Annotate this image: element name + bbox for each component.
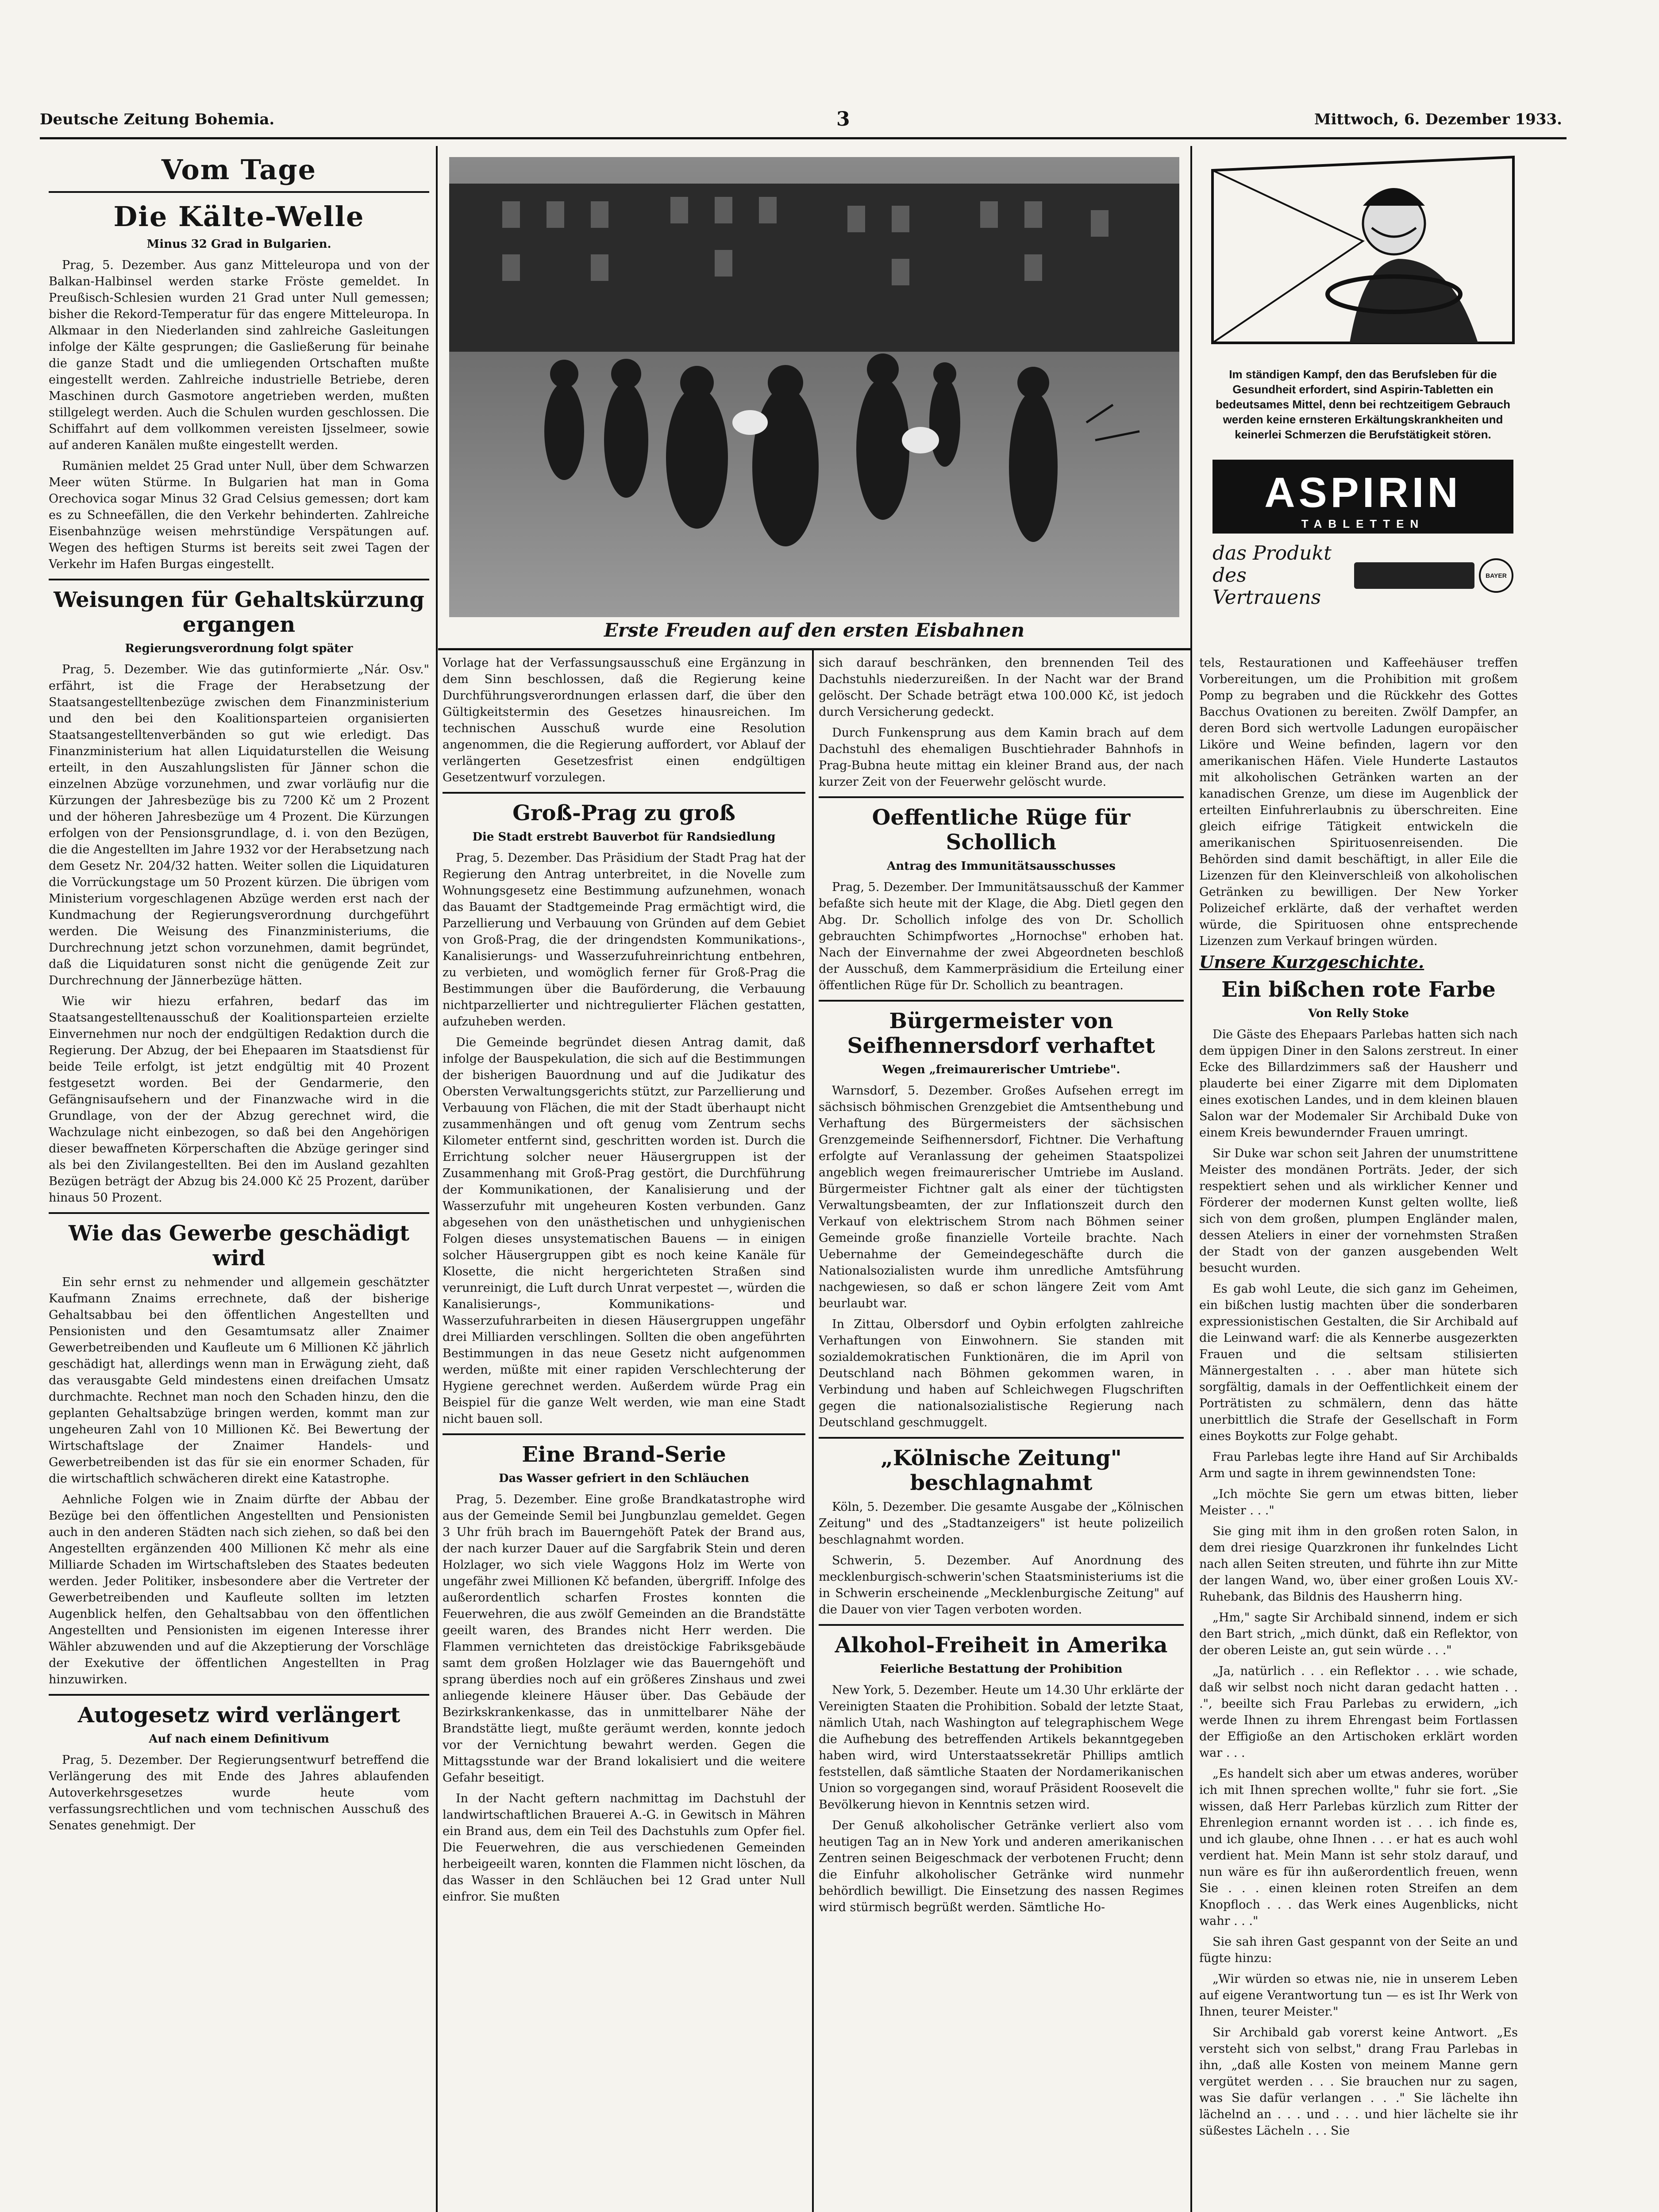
divider [49, 191, 429, 193]
aspirin-logo [1212, 460, 1513, 534]
driver-illustration [1204, 153, 1522, 356]
article-paragraph: Prag, 5. Dezember. Der Regierungsentwurf betreffend die Verlängerung des mit Ende des Jahres ablaufenden Autoverkehrsgesetzes wurde heute vom verfassungsrechtlichen und vom technischen Ausschuß des Senates genehmigt. Der [49, 1753, 429, 1832]
article-title: Groß-Prag zu groß [512, 801, 735, 826]
article-subtitle: Die Stadt erstrebt Bauverbot für Randsiedlung [472, 830, 776, 844]
divider [819, 1624, 1184, 1626]
article-paragraph: Prag, 5. Dezember. Aus ganz Mitteleuropa und von der Balkan-Halbinsel werden starke Fröste gemeldet. In Preußisch-Schlesien wurden 21 Grad unter Null gemessen; bisher die Rekord-Temperatur für das engere Mitteleuropa. In Alkmaar in den Niederlanden sind zahlreiche Gasleitungen infolge der Kälte gesprungen; die Gasließerung für beinahe die ganze Stadt und die umliegenden Ortschaften mußte eingestellt werden. Zahlreiche industrielle Betriebe, deren Maschinen durch Gasmotore angetrieben werden, mußten stillgelegt werden. Auch die Schulen wurden geschlossen. Die Schiffahrt auf dem vollkommen vereisten Ijsselmeer, sowie auf anderen Kanälen mußte eingestellt werden. [49, 258, 429, 452]
column-1 [49, 146, 429, 2212]
article-paragraph: sich darauf beschränken, den brennenden Teil des Dachstuhls niederzureißen. In der Nacht war der Brand gelöscht. Der Schade beträgt etwa 100.000 Kč, ist jedoch durch Versicherung gedeckt. [819, 656, 1184, 719]
divider [49, 1694, 429, 1696]
article-paragraph: New York, 5. Dezember. Heute um 14.30 Uhr erklärte der Vereinigten Staaten die Prohibition. Sobald der letzte Staat, nämlich Utah, nach Washington auf telegraphischem Wege die Aufhebung des betreffenden Artikels bekanntgegeben haben wird, wird Unterstaatssekretär Phillips amtlich feststellen, daß sämtliche Staaten der Nordamerikanischen Union so vorgegangen sind, worauf Präsident Roosevelt die Bevölkerung hievon in Kenntnis setzen wird. [819, 1683, 1184, 1812]
column-4 [1199, 655, 1518, 2212]
article-title: Alkohol-Freiheit in Amerika [835, 1633, 1168, 1658]
aspirin-sub: TABLETTEN [1301, 517, 1425, 530]
story-author: Von Relly Stoke [1308, 1007, 1409, 1020]
column-rule [436, 146, 438, 2212]
divider [819, 1000, 1184, 1002]
photo-caption: Erste Freuden auf den ersten Eisbahnen [449, 617, 1179, 644]
newspaper-name: Deutsche Zeitung Bohemia. [40, 111, 275, 128]
article-paragraph: Aehnliche Folgen wie in Znaim dürfte der Abbau der Bezüge bei den öffentlichen Angestellten und Pensionisten auch in den anderen Städten nach sich ziehen, so daß bei den Angestellten ergänzenden 400 Millionen Kč mehr als eine Milliarde Schaden im Wirtschaftsleben des Staates bedeuten werden. Jeder Politiker, insbesondere aber die Vertreter der Gewerbetreibenden und Kaufleute sollten im letzten Augenblick helfen, den Gehaltsabbau von den öffentlichen Angestellten und Pensionisten im eigenen Interesse ihrer Wähler abzuwenden und auf die Akzeptierung der Vorschläge der Exekutive der öffentlichen Angestellten in Prag hinzuwirken. [49, 1493, 429, 1686]
article-subtitle: Feierliche Bestattung der Prohibition [880, 1663, 1123, 1676]
article-paragraph: In der Nacht geftern nachmittag im Dachstuhl der landwirtschaftlichen Brauerei A.-G. in Gewitsch in Mähren ein Brand aus, dem ein Teil des Dachstuhls zum Opfer fiel. Die Feuerwehren, die aus verschiedenen Gemeinden herbeigeeilt waren, konnten die Flammen nicht löschen, da das Wasser in den Schläuchen bei 12 Grad unter Null einfror. Sie mußten [443, 1792, 805, 1904]
divider [819, 1437, 1184, 1439]
article-title: Autogesetz wird verlängert [77, 1703, 400, 1728]
ice-rink-photo [449, 157, 1179, 641]
page-header [40, 108, 1562, 135]
photo-rule [438, 648, 1190, 650]
article-paragraph: In Zittau, Olbersdorf und Oybin erfolgten zahlreiche Verhaftungen von Einwohnern. Sie standen mit sozialdemokratischen Funktionären, die im April von Deutschland nach Böhmen gekommen waren, in Verbindung und haben auf Schleichwegen Flugschriften gegen die nationalsozialistische Regierung nach Deutschland geschmuggelt. [819, 1317, 1184, 1429]
section-head: Vom Tage [161, 154, 317, 186]
story-paragraph: „Wir würden so etwas nie, nie in unserem Leben auf eigene Verantwortung tun — es ist Ihr Werk von Ihnen, teurer Meister." [1199, 1972, 1518, 2019]
photo-image [449, 157, 1179, 617]
article-subtitle: Regierungsverordnung folgt später [125, 642, 353, 655]
article-subtitle: Auf nach einem Definitivum [149, 1732, 329, 1746]
article-paragraph: Rumänien meldet 25 Grad unter Null, über dem Schwarzen Meer wüten Stürme. In Bulgarien hat man in Goma Orechovica sogar Minus 32 Grad Celsius gemessen; dort kam es zu Schneefällen, die den Verkehr behinderten. Zahlreiche Eisenbahnzüge weisen mehrstündige Verspätungen auf. Wegen des heftigen Sturms ist bereits seit zwei Tagen der Verkehr im Hafen Burgas eingestellt. [49, 459, 429, 571]
page-number: 3 [836, 108, 850, 131]
ad-copy: Im ständigen Kampf, den das Berufsleben für die Gesundheit erfordert, sind Aspirin-Tabletten ein bedeutsames Mittel, denn bei rechtzeitigem Gebrauch werden keine ernsteren Erkältungskrankheiten und keinerlei Schmerzen die Berufstätigkeit stören. [1215, 368, 1511, 441]
article-title: Eine Brand-Serie [522, 1442, 726, 1467]
aspirin-package [1354, 562, 1474, 589]
article-paragraph: Köln, 5. Dezember. Die gesamte Ausgabe der „Kölnischen Zeitung" und des „Stadtanzeigers" ist heute polizeilich beschlagnahmt worden. [819, 1500, 1184, 1547]
article-paragraph: tels, Restaurationen und Kaffeehäuser treffen Vorbereitungen, um die Prohibition mit großem Pomp zu begraben und die Rückkehr des Gottes Bacchus Ovationen zu bereiten. Zwölf Dampfer, an deren Bord sich wertvolle Ladungen europäischer Liköre und Weine befinden, lagern vor den amerikanischen Häfen. Viele Hunderte Lastautos mit alkoholischen Getränken warten an der kanadischen Grenze, um diese im Augenblick der erteilten Einfuhrerlaubnis zu überschreiten. Eine gleich eifrige Tätigkeit entwickeln die amerikanischen Spirituosenreisenden. Die Behörden sind damit beschäftigt, in aller Eile die Lizenzen für den Kleinverschleiß von alkoholischen Getränken zu bewilligen. Der New Yorker Polizeichef erklärte, daß der verhaftet werden würde, die Spirituosen ohne entsprechende Lizenzen zum Verkauf bringen würden. [1199, 656, 1518, 948]
divider [49, 1212, 429, 1214]
aspirin-brand: ASPIRIN [1264, 469, 1462, 516]
divider [49, 579, 429, 580]
issue-date: Mittwoch, 6. Dezember 1933. [1314, 111, 1562, 128]
article-paragraph: Ein sehr ernst zu nehmender und allgemein geschätzter Kaufmann Znaims errechnete, daß der bisherige Gehaltsabbau bei den öffentlichen Angestellten und Pensionisten und den Gesamtumsatz aller Znaimer Gewerbetreibenden und Kaufleute um 6 Millionen Kč jährlich geschädigt hat, allerdings wenn man in Erwägung zieht, daß das verausgabte Geld mindestens einen dreifachen Umsatz durchmachte. Rechnet man noch den Schaden hinzu, den die geplanten Gehaltsabzüge bringen werden, kommt man zur ungeheuren Zahl von 10 Millionen Kč. Bei Bewertung der Wirtschaftslage der Znaimer Handels- und Gewerbetreibenden ist das für sie ein enormer Schaden, für die wirtschaftlich schwächeren direkt eine Katastrophe. [49, 1275, 429, 1486]
column-3 [819, 655, 1184, 2212]
article-paragraph: Wie wir hiezu erfahren, bedarf das im Staatsangestelltenausschuß der Koalitionsparteien erzielte Einvernehmen nur noch der endgültigen Redaktion durch die Regierung. Der Abzug, der bei Ehepaaren im Staatsdienst für beide Teile erfolgt, ist jetzt endgültig mit 40 Prozent festgesetzt worden. Bei der Gendarmerie, den Gefängnisaufsehern und der Finanzwache wird in die Grundlage, von der der Abzug gerechnet wird, die Wachzulage nicht einbezogen, so daß bei den Angehörigen dieser bewaffneten Körperschaften die Abzüge geringer sind als bei den Zivilangestellten. Bei den im Ausland gezahlten Bezügen beträgt der Abzug bis 24.000 Kč 25 Prozent, darüber hinaus 50 Prozent. [49, 995, 429, 1205]
story-paragraph: Sie ging mit ihm in den großen roten Salon, in dem drei riesige Quarzkronen ihr funkelndes Licht nach allen Seiten streuten, und führte ihn zur Mitte der langen Wand, wo, über einer großen Louis XV.-Ruhebank, das Bildnis des Hausherrn hing. [1199, 1525, 1518, 1604]
story-title: Ein bißchen rote Farbe [1221, 977, 1496, 1002]
ad-footer [1212, 542, 1513, 609]
story-paragraph: „Ich möchte Sie gern um etwas bitten, lieber Meister . . ." [1199, 1487, 1518, 1517]
article-paragraph: Prag, 5. Dezember. Wie das gutinformierte „Nár. Osv." erfährt, ist die Frage der Herabsetzung der Staatsangestelltenbezüge zwischen dem Finanzministerium und den bei den Koalitionsparteien organisierten Staatsangestelltenverbänden so gut wie erledigt. Das Finanzministerium hat allen Liquidaturstellen die Weisung erteilt, in den Auszahlungslisten für Jänner schon die einzelnen Abzüge vorzunehmen, und zwar vorläufig nur die Kürzungen der Jahresbezüge bis zu 7200 Kč um 2 Prozent und der höheren Jahresbezüge um 4 Prozent. Die Kürzungen erfolgen von der Pensionsgrundlage, d. i. von den Bezügen, die die Angestellten im Jahre 1932 vor der Herabsetzung nach dem Gesetz Nr. 204/32 hatten. Weiter sollen die Liquidaturen die Vorrückungstage um 50 Prozent kürzen. Die übrigen vom Ministerium vorgeschlagenen Abzüge werden erst nach der Kundmachung der Regierungsverordnung durchgeführt werden. Die Weisung des Finanzministeriums, die Durchrechnung jetzt schon vorzunehmen, damit begründet, daß die Liquidaturen sonst nicht die genügende Zeit zur Durchrechnung der Jännerbezüge hätten. [49, 663, 429, 987]
article-title: Bürgermeister von Seifhennersdorf verhaftet [847, 1009, 1155, 1058]
divider [819, 796, 1184, 798]
story-paragraph: Es gab wohl Leute, die sich ganz im Geheimen, ein bißchen lustig machten über die sonderbaren expressionistischen Gestalten, die Sir Archibald auf die Leinwand warf: die als Kennerbe ausgezerkten Frauen und die seltsam stilisierten Männergestalten . . . aber man hütete sich sorgfältig, damals in der Oeffentlichkeit einem der Porträtisten zu schmälern, denn das hätte unerbittlich die Strafe der Gesellschaft in Form eines Boykotts zur Folge gehabt. [1199, 1282, 1518, 1443]
article-paragraph: Prag, 5. Dezember. Eine große Brandkatastrophe wird aus der Gemeinde Semil bei Jungbunzlau gemeldet. Gegen 3 Uhr früh brach im Bauerngehöft Patek der Brand aus, der nach kurzer Dauer auf die Sargfabrik Stein und deren Holzlager, wo sich viele Waggons Holz im Werte von ungefähr zwei Millionen Kč befanden, übergriff. Infolge des außerordentlich scharfen Frostes konnten die Feuerwehren, die aus zwölf Gemeinden an die Brandstätte geeilt waren, des Brandes nicht Herr werden. Die Flammen vernichteten das dreistöckige Fabriksgebäude samt dem großen Holzlager wie das Bauerngehöft und sprang überdies noch auf ein größeres Zinshaus und zwei anliegende kleinere Häuser über. Das Gebäude der Bezirkskrankenkasse, das in unmittelbarer Nähe der Brandstätte liegt, mußte geräumt werden, konnte jedoch vor der Vernichtung bewahrt werden. Gegen die Mittagsstunde war der Brand lokalisiert und die weitere Gefahr beseitigt. [443, 1493, 805, 1785]
article-title: Wie das Gewerbe geschädigt wird [68, 1221, 410, 1271]
ad-slogan: das Produkt des Vertrauens [1212, 542, 1332, 609]
story-paragraph: Die Gäste des Ehepaars Parlebas hatten sich nach dem üppigen Diner in den Salons zerstreut. In einer Ecke des Billardzimmers saß der Hausherr und plauderte bei einer Zigarre mit dem Diplomaten eines exotischen Landes, und in dem kleinen blauen Salon war der Modemaler Sir Archibald Duke von einem Kreis bewundernder Frauen umringt. [1199, 1028, 1518, 1140]
divider [443, 1433, 805, 1435]
story-paragraph: Sir Duke war schon seit Jahren der unumstrittene Meister des mondänen Porträts. Jeder, der sich respektiert sehen und als wirklicher Kenner und Förderer der modernen Kunst gelten wollte, ließ sich von dem großen, plumpen Engländer malen, dessen Ateliers in einer der vornehmsten Straßen der Stadt von der ganzen ausgebenden Welt besucht wurden. [1199, 1147, 1518, 1275]
article-title: Die Kälte-Welle [113, 200, 365, 233]
article-paragraph: Prag, 5. Dezember. Das Präsidium der Stadt Prag hat der Regierung den Antrag unterbreitet, in die Novelle zum Wohnungsgesetz eine Bestimmung aufzunehmen, wonach das Bauamt der Stadtgemeinde Prag ermächtigt wird, die Parzellierung und Verbauung von Gründen auf dem Gebiet von Groß-Prag, die der dringendsten Kommunikations-, Kanalisierungs- und Wasserzufuhreinrichtung entbehren, zu verbieten, und womöglich ferner für Groß-Prag die Bestimmungen über die Bauförderung, die Verbauung nichtparzellierter und nichtregulierter Flächen gestatten, aufzuheben werden. [443, 851, 805, 1029]
column-2 [443, 655, 805, 2212]
story-paragraph: Frau Parlebas legte ihre Hand auf Sir Archibalds Arm und sagte in ihrem gewinnendsten Tone: [1199, 1450, 1518, 1480]
story-paragraph: „Ja, natürlich . . . ein Reflektor . . . wie schade, daß wir selbst noch nicht daran gedacht hatten . . .", beeilte sich Frau Parlebas zu erwidern, „ich werde Ihnen zu ihrem Ehrengast beim Fortlassen der Effigioße an den Artischoken erklärt worden war . . . [1199, 1664, 1518, 1760]
aspirin-advertisement [1204, 153, 1522, 639]
article-title: Weisungen für Gehaltskürzung ergangen [54, 588, 424, 637]
article-subtitle: Minus 32 Grad in Bulgarien. [146, 238, 331, 251]
story-paragraph: „Es handelt sich aber um etwas anderes, worüber ich mit Ihnen sprechen wollte," fuhr sie fort. „Sie wissen, daß Herr Parlebas kürzlich zum Ritter der Ehrenlegion ernannt worden ist . . . ich finde es, und ich glaube, ohne Ihnen . . . er hat es auch wohl verdient hat. Mein Mann ist sehr stolz darauf, und nun wäre es für ihn außerordentlich freuen, wenn Sie . . . einen kleinen roten Streifen an dem Knopfloch . . . das Werk eines Augenblicks, nicht wahr . . ." [1199, 1767, 1518, 1928]
story-paragraph: „Hm," sagte Sir Archibald sinnend, indem er sich den Bart strich, „mich dünkt, daß ein Reflektor, von der oberen Leiste an, gut sein würde . . ." [1199, 1611, 1518, 1657]
story-paragraph: Sir Archibald gab vorerst keine Antwort. „Es versteht sich von selbst," drang Frau Parlebas in ihn, „daß alle Kosten von meinem Manne gern vergütet werden . . . Sie brauchen nur zu sagen, was Sie dafür verlangen . . ." Sie lächelte ihn lächelnd an . . . und . . . und hier lächelte sie ihr süßestes Lächeln . . . Sie [1199, 2026, 1518, 2138]
bayer-cross-icon: BAYER [1479, 558, 1513, 593]
article-paragraph: Durch Funkensprung aus dem Kamin brach auf dem Dachstuhl des ehemaligen Buschtiehrader Bahnhofs in Prag-Bubna heute mittag ein kleiner Brand aus, der nach kurzer Zeit von der Feuerwehr gelöscht wurde. [819, 726, 1184, 789]
article-title: „Kölnische Zeitung" beschlagnahmt [881, 1446, 1122, 1495]
article-paragraph: Vorlage hat der Verfassungsausschuß eine Ergänzung in dem Sinn beschlossen, daß die Regierung keine Durchführungsverordnungen erlassen darf, die über den Gültigkeitstermin des Gesetzes hinausreichen. Im technischen Ausschuß wurde eine Resolution angenommen, die die Regierung auffordert, vor Ablauf der verlängerten Gesetzesfrist einen endgültigen Gesetzentwurf vorzulegen. [443, 656, 805, 784]
article-subtitle: Wegen „freimaurerischer Umtriebe". [882, 1063, 1120, 1076]
column-rule [812, 650, 814, 2212]
article-paragraph: Warnsdorf, 5. Dezember. Großes Aufsehen erregt im sächsisch böhmischen Grenzgebiet die Amtsenthebung und Verhaftung des Bürgermeisters der sächsischen Grenzgemeinde Seifhennersdorf, Fichtner. Die Verhaftung erfolgte auf Veranlassung der geheimen Staatspolizei angeblich wegen freimaurerischer Umtriebe im Ausland. Bürgermeister Fichtner galt als einer der tüchtigsten Verwaltungsbeamten, der zur Inflationszeit durch den Verkauf von elektrischem Strom nach Böhmen seiner Gemeinde große finanzielle Vorteile brachte. Nach Uebernahme der Gemeindegeschäfte durch die Nationalsozialisten wurde ihm unredliche Amtsführung nachgewiesen, so daß er schon längere Zeit vom Amt beurlaubt war. [819, 1084, 1184, 1310]
article-title: Oeffentliche Rüge für Schollich [872, 805, 1131, 855]
header-rule [40, 137, 1567, 139]
section-label: Unsere Kurzgeschichte. [1199, 952, 1424, 972]
article-paragraph: Die Gemeinde begründet diesen Antrag damit, daß infolge der Bauspekulation, die sich auf die Bestimmungen der bisherigen Bauordnung und auf die Judikatur des Obersten Verwaltungsgerichts stützt, zur Parzellierung und Verbauung von Flächen, die mit der Stadt überhaupt nicht zusammenhängen und oft genug vom Zentrum sechs Kilometer entfernt sind, geschritten worden ist. Durch die Errichtung solcher neuer Häusergruppen ist der Zusammenhang mit Groß-Prag gestört, die Durchführung der Kommunikationen, der Kanalisierung und der Wasserzufuhr mit ungeheuren Kosten verbunden. Ganz abgesehen von den unästhetischen und unhygienischen Folgen dieses unsystematischen Bauens — in einigen solcher Häusergruppen gibt es noch keine Kanäle für Klosette, die nicht hergerichteten Straßen sind verunreinigt, die Luft durch Unrat verpestet —, würden die Kanalisierungs-, Kommunikations- und Wasserzufuhrarbeiten in diesen Häusergruppen ungefähr drei Milliarden verschlingen. Sollten die oben angeführten Bestimmungen in das neue Gesetz nicht aufgenommen werden, müßte mit einer rapiden Verschlechterung der Hygiene gerechnet werden. Außerdem würde Prag ein Beispiel für die ganze Welt werden, wie man eine Stadt nicht bauen soll. [443, 1036, 805, 1426]
article-subtitle: Das Wasser gefriert in den Schläuchen [498, 1472, 750, 1485]
article-subtitle: Antrag des Immunitätsausschusses [887, 860, 1116, 873]
story-paragraph: Sie sah ihren Gast gespannt von der Seite an und fügte hinzu: [1199, 1935, 1518, 1965]
column-rule [1190, 146, 1192, 2212]
article-paragraph: Schwerin, 5. Dezember. Auf Anordnung des mecklenburgisch-schwerin'schen Staatsministeriums ist die in Schwerin erscheinende „Mecklenburgische Zeitung" auf die Dauer von vier Tagen verboten worden. [819, 1554, 1184, 1617]
divider [443, 792, 805, 794]
article-paragraph: Der Genuß alkoholischer Getränke verliert also vom heutigen Tag an in New York und anderen amerikanischen Zentren seinen Beigeschmack der verbotenen Frucht; denn die Einfuhr alkoholischer Getränke wird nunmehr behördlich bewilligt. Die Einsetzung des nassen Regimes wird stürmisch begrüßt werden. Sämtliche Ho- [819, 1819, 1184, 1914]
article-paragraph: Prag, 5. Dezember. Der Immunitätsausschuß der Kammer befaßte sich heute mit der Klage, die Abg. Dietl gegen den Abg. Dr. Schollich infolge des von Dr. Schollich gebrauchten Schimpfwortes „Hornochse" erhoben hat. Nach der Einvernahme der zwei Abgeordneten beschloß der Ausschuß, dem Kammerpräsidium die Erteilung einer öffentlichen Rüge für Dr. Schollich zu beantragen. [819, 880, 1184, 992]
